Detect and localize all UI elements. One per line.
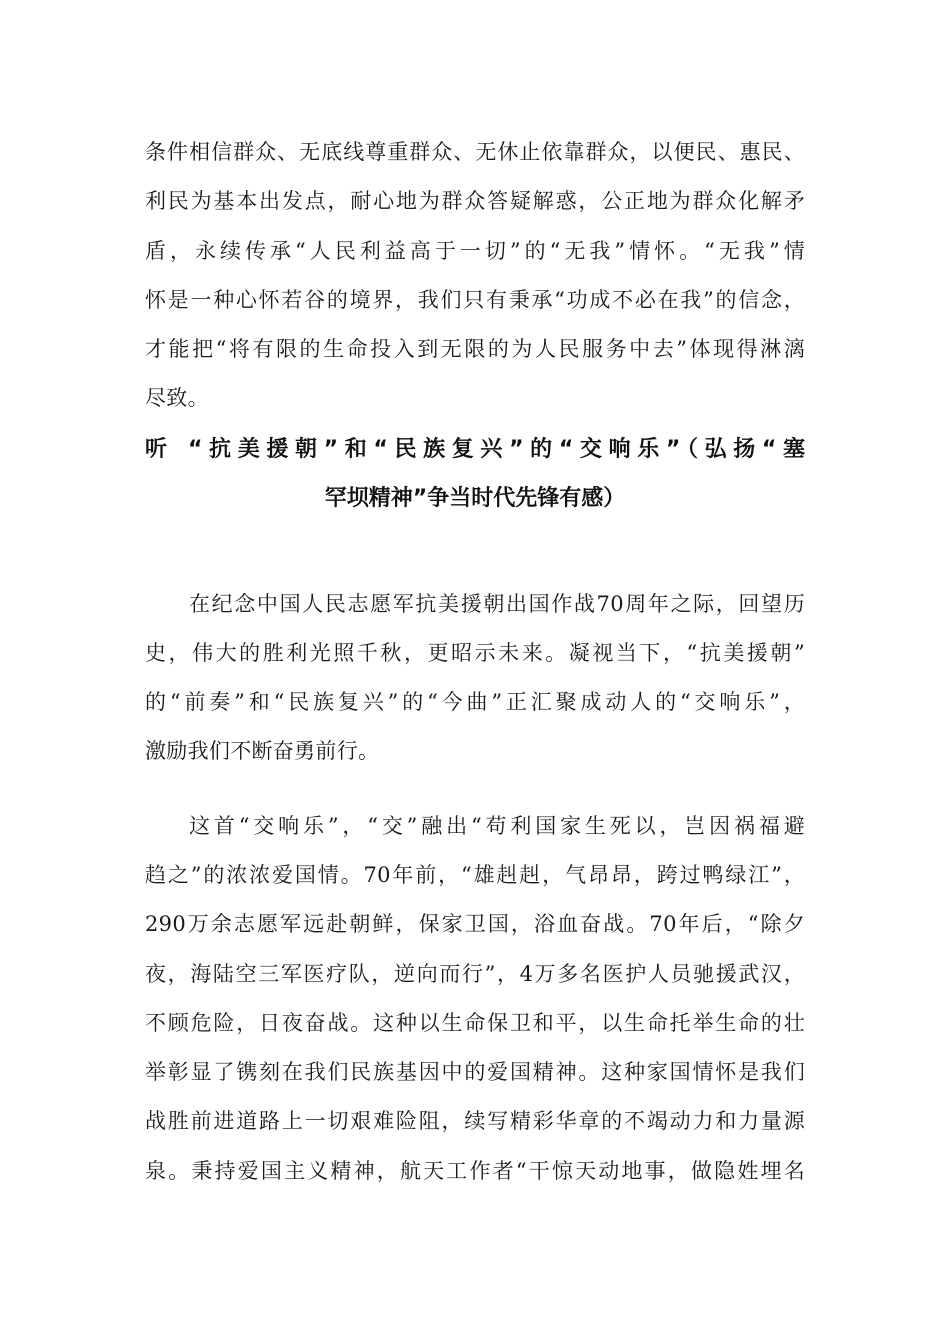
paragraph-line: 泉。秉持爱国主义精神，航天工作者“干惊天动地事，做隐姓埋名 [145, 1159, 805, 1183]
paragraph-line: 激励我们不断奋勇前行。 [145, 739, 380, 763]
paragraph-line: 战胜前进道路上一切艰难险阻，续写精彩华章的不竭动力和力量源 [145, 1109, 805, 1133]
paragraph-line: 在纪念中国人民志愿军抗美援朝出国作战70周年之际，回望历 [189, 592, 805, 616]
paragraph-line: 史，伟大的胜利光照千秋，更昭示未来。凝视当下，“抗美援朝” [145, 641, 805, 665]
paragraph-line: 尽致。 [145, 386, 209, 410]
paragraph-line: 举彰显了镌刻在我们民族基因中的爱国精神。这种家国情怀是我们 [145, 1060, 805, 1084]
paragraph-line: 的“前奏”和“民族复兴”的“今曲”正汇聚成动人的“交响乐”， [145, 690, 805, 714]
paragraph-line: 才能把“将有限的生命投入到无限的为人民服务中去”体现得淋漓 [145, 337, 805, 361]
paragraph-line: 夜，海陆空三军医疗队，逆向而行”，4万多名医护人员驰援武汉， [145, 962, 805, 986]
article-title-line-2: 罕坝精神”争当时代先锋有感） [324, 486, 626, 511]
paragraph-line: 怀是一种心怀若谷的境界，我们只有秉承“功成不必在我”的信念， [145, 288, 805, 312]
paragraph-line: 盾，永续传承“人民利益高于一切”的“无我”情怀。“无我”情 [145, 239, 805, 263]
paragraph-line: 不顾危险，日夜奋战。这种以生命保卫和平，以生命托举生命的壮 [145, 1011, 805, 1035]
paragraph-line: 条件相信群众、无底线尊重群众、无休止依靠群众，以便民、惠民、 [145, 140, 805, 164]
paragraph-line: 这首“交响乐”，“交”融出“苟利国家生死以，岂因祸福避 [189, 814, 805, 838]
paragraph-line: 利民为基本出发点，耐心地为群众答疑解惑，公正地为群众化解矛 [145, 189, 805, 213]
article-title-line-1: 听 “抗美援朝”和“民族复兴”的“交响乐”（弘扬“塞 [145, 437, 805, 462]
paragraph-line: 趋之”的浓浓爱国情。70年前，“雄赳赳，气昂昂，跨过鸭绿江”， [145, 863, 805, 887]
paragraph-line: 290万余志愿军远赴朝鲜，保家卫国，浴血奋战。70年后，“除夕 [145, 912, 805, 936]
